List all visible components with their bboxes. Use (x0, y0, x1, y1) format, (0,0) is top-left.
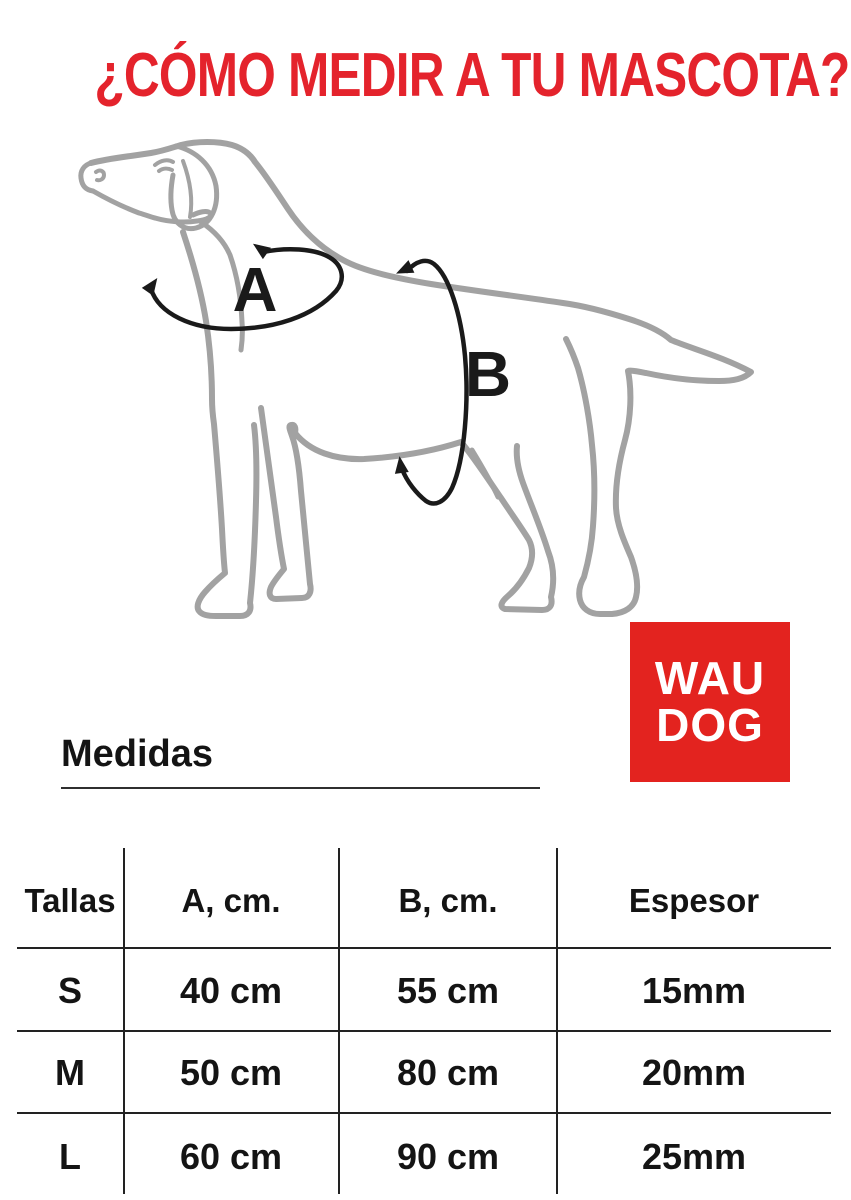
row-l-a: 60 cm (179, 1136, 283, 1177)
row-m-size: M (55, 1052, 85, 1093)
row-l-espesor: 25mm (641, 1136, 747, 1177)
row-m-espesor: 20mm (641, 1052, 747, 1093)
arrow-a-left-icon (142, 274, 163, 296)
row-s-espesor: 15mm (641, 970, 747, 1011)
section-heading-rule (61, 787, 540, 789)
row-l-size: L (59, 1136, 81, 1177)
logo-line-1: WAU (654, 652, 766, 705)
table-hline-header (17, 947, 831, 949)
table-vline-1 (123, 848, 125, 1194)
dog-thigh-fold-line (472, 450, 498, 497)
row-s-a: 40 cm (179, 970, 283, 1011)
label-b: B (464, 338, 512, 410)
dog-measurement-diagram (55, 128, 765, 643)
dog-nostril (96, 171, 104, 181)
row-s-b: 55 cm (396, 970, 500, 1011)
row-s-size: S (57, 970, 83, 1011)
dog-eyebrow (155, 160, 173, 165)
col-header-espesor: Espesor (628, 882, 760, 919)
page-title-wrap (0, 40, 851, 111)
dog-ear-inner-line (183, 161, 191, 217)
col-header-b-cm: B, cm. (398, 882, 498, 919)
section-heading: Medidas (61, 733, 214, 775)
row-l-b: 90 cm (396, 1136, 500, 1177)
dog-outline (81, 142, 751, 616)
dog-nose (81, 163, 93, 191)
logo-line-2: DOG (656, 699, 764, 751)
dog-front-leg-far-belly (261, 408, 553, 610)
label-a: A (232, 256, 278, 325)
measurement-arc-b (402, 261, 466, 504)
waudog-logo (630, 622, 790, 782)
dog-muzzle-bottom (93, 191, 155, 218)
dog-eye (159, 169, 172, 171)
table-vline-3 (556, 848, 558, 1194)
col-header-a-cm: A, cm. (181, 882, 281, 919)
page-title: ¿CÓMO MEDIR A TU MASCOTA? (94, 41, 850, 110)
row-m-b: 80 cm (396, 1052, 500, 1093)
table-vline-2 (338, 848, 340, 1194)
col-header-tallas: Tallas (24, 882, 116, 919)
table-hline-1 (17, 1030, 831, 1032)
table-hline-2 (17, 1112, 831, 1114)
row-m-a: 50 cm (179, 1052, 283, 1093)
